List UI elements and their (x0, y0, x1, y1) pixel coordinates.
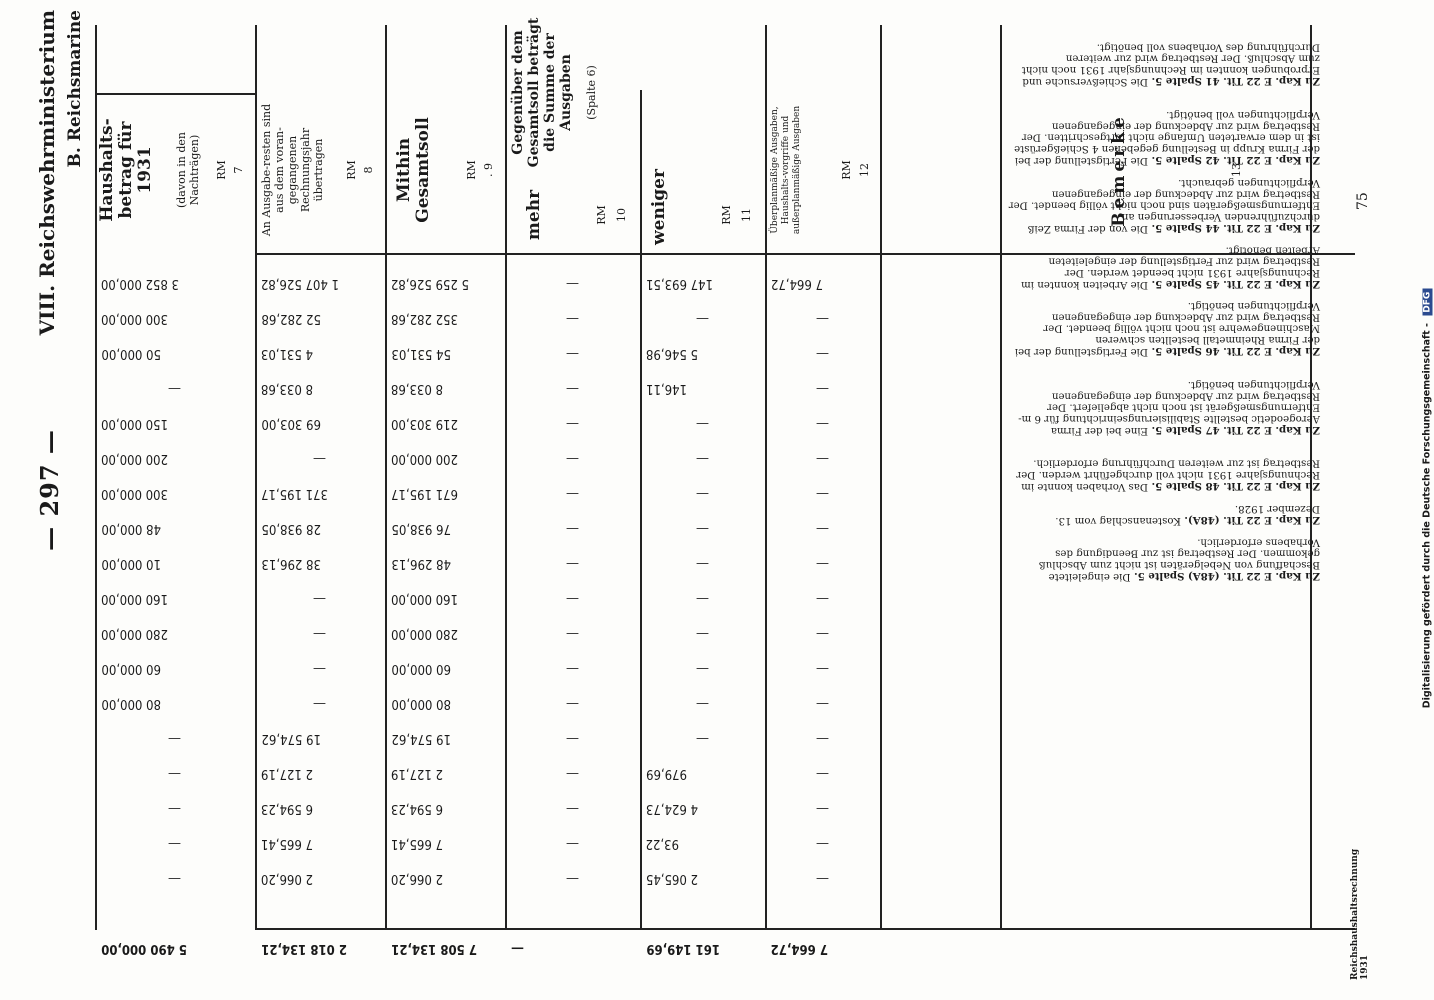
row-9-c9: 48 296,13 (391, 556, 451, 571)
col-sep-12-13 (880, 25, 882, 930)
row-1-c11: 147 693,51 (646, 276, 713, 291)
row-10-c8: — (313, 591, 327, 606)
remark-8 (1005, 499, 1320, 527)
col-sep-9-10 (505, 25, 507, 930)
row-2-c11: — (696, 311, 709, 326)
row-5-c9: 219 303,00 (391, 416, 458, 431)
remark-9 (1005, 533, 1320, 583)
row-17-c11: 93,22 (646, 836, 680, 851)
row-14-c8: 19 574,62 (261, 731, 321, 746)
col10-number: 10 (615, 208, 628, 222)
row-16-c8: 6 594,23 (261, 801, 314, 816)
row-8-c11: — (696, 521, 709, 536)
row-10-c7: 160 000,00 (101, 591, 168, 606)
row-14-c11: — (696, 731, 709, 746)
row-17-c9: 7 665,41 (391, 836, 444, 851)
row-4-c10: — (566, 381, 579, 396)
row-6-c10: — (566, 451, 579, 466)
row-11-c7: 280 000,00 (101, 626, 168, 641)
row-12-c7: 60 000,00 (101, 661, 161, 676)
row-8-c12: — (816, 521, 829, 536)
dfg-logo: DFG (1423, 289, 1433, 316)
row-16-c10: — (566, 801, 579, 816)
remark-heading: Zu Kap. E 22 Tit. 45 Spalte 5. (1148, 278, 1320, 290)
row-17-c10: — (566, 836, 579, 851)
row-15-c8: 2 127,19 (261, 766, 314, 781)
row-13-c8: — (313, 696, 327, 711)
row-8-c7: 48 000,00 (101, 521, 161, 536)
row-9-c10: — (566, 556, 579, 571)
row-5-c8: 69 303,00 (261, 416, 321, 431)
row-5-c12: — (816, 416, 829, 431)
remark-heading: Zu Kap. E 22 Tit. 42 Spalte 5. (1148, 154, 1320, 167)
remark-4 (1005, 240, 1320, 290)
row-1-c8: 1 407 526,82 (261, 276, 340, 291)
col12-number: 12 (858, 163, 871, 177)
row-18-c9: 2 066,20 (391, 871, 444, 886)
row-18-c10: — (566, 871, 579, 886)
row-10-c11: — (696, 591, 709, 606)
col7-unit: RM (215, 160, 228, 180)
remark-text: Die Fertigstellung der bei der Firma Krupp in Bestellung gegebenen 4 Schießgerüste ist in dem erwarteten Umfange nicht fortgeschritten. Der Restbetrag wird zur Abdeckung der eingegangenen Verpflichtungen voll benötigt. (1014, 109, 1320, 167)
col9-unit: RM (465, 160, 478, 180)
col-sep-10-11 (640, 90, 642, 930)
row-14-c10: — (566, 731, 579, 746)
remark-text: Die Arbeiten konnten im Rechnungsjahre 1931 nicht beendet werden. Der Restbetrag wird zur Fertigstellung der eingeleiteten Arbeiten benötigt. (1021, 244, 1320, 290)
remark-text: Eine bei der Firma Aerogeodetic bestellte Stabilisierungseinrichtung für 6 m-Entfernungsmeßgerät ist noch nicht abgeliefert. Der Restbetrag wird zur Abdeckung der eingegangenen Verpflichtungen benötigt. (1018, 379, 1320, 437)
row-11-c8: — (313, 626, 327, 641)
row-12-c11: — (696, 661, 709, 676)
row-9-c12: — (816, 556, 829, 571)
row-11-c9: 280 000,00 (391, 626, 458, 641)
col12-unit: RM (840, 160, 853, 180)
remark-heading: Zu Kap. E 22 Tit. (48A) Spalte 5. (1130, 570, 1320, 583)
row-3-c9: 54 531,03 (391, 346, 451, 361)
col7-subtitle: (davon in den Nachträgen) (175, 131, 201, 209)
col-sep-8-9 (385, 25, 387, 930)
row-15-c12: — (816, 766, 829, 781)
row-7-c9: 671 195,17 (391, 486, 458, 501)
remark-heading: Zu Kap. E 22 Tit. 41 Spalte 5. (1148, 75, 1320, 88)
remark-text: Die Fertigstellung der bei der Firma Rheinmetall bestellten schweren Maschinengewehre ist noch nicht völlig beendet. Der Restbetrag wird zur Abdeckung der eingegangenen Verpflichtungen benötigt. (1014, 300, 1320, 358)
row-16-c9: 6 594,23 (391, 801, 444, 816)
row-6-c9: 200 000,00 (391, 451, 458, 466)
row-14-c12: — (816, 731, 829, 746)
col9-title: Mithin Gesamtsoll (394, 117, 433, 223)
col1011-title: Gegenüber dem Gesamtsoll beträgt die Summe der Ausgaben (510, 17, 574, 168)
col7-title: Haushalts-betrag für 1931 (97, 118, 155, 222)
totals-c12: 7 664,72 (771, 941, 829, 956)
digitization-note: Digitalisierung gefördert durch die Deutsche Forschungsgemeinschaft - (1421, 323, 1433, 709)
row-2-c10: — (566, 311, 579, 326)
row-1-c7: 3 852 000,00 (101, 276, 180, 291)
row-13-c9: 80 000,00 (391, 696, 451, 711)
row-3-c8: 4 531,03 (261, 346, 314, 361)
row-8-c8: 28 938,05 (261, 521, 321, 536)
remark-heading: Zu Kap. E 22 Tit. 46 Spalte 5. (1148, 345, 1320, 358)
ministry-heading: VIII. Reichswehrministerium (35, 10, 59, 336)
remark-heading: Zu Kap. E 22 Tit. 48 Spalte 5. (1148, 480, 1320, 493)
row-17-c12: — (816, 836, 829, 851)
page-number: — 297 — (35, 429, 64, 551)
row-18-c8: 2 066,20 (261, 871, 314, 886)
row-12-c9: 60 000,00 (391, 661, 451, 676)
row-4-c8: 8 033,68 (261, 381, 314, 396)
remark-3 (1005, 173, 1320, 235)
row-18-c11: 2 065,45 (646, 871, 699, 886)
row-5-c10: — (566, 416, 579, 431)
remark-heading: Zu Kap. E 22 Tit. 47 Spalte 5. (1148, 424, 1320, 437)
row-3-c11: 5 546,98 (646, 346, 699, 361)
row-8-c10: — (566, 521, 579, 536)
totals-c9: 7 508 134,21 (391, 941, 477, 956)
remark-text: Das Vorhaben konnte im Rechnungsjahre 1931 nicht voll durchgeführt werden. Der Restbetrag ist zur weiteren Durchführung erforderlich. (1016, 458, 1320, 493)
remark-heading: Zu Kap. E 22 Tit. 44 Spalte 5. (1148, 222, 1320, 234)
row-10-c12: — (816, 591, 829, 606)
row-1-c10: — (566, 276, 579, 291)
row-1-c9: 5 259 526,82 (391, 276, 470, 291)
row-12-c10: — (566, 661, 579, 676)
row-15-c11: 979,69 (646, 766, 687, 781)
row-2-c7: 300 000,00 (101, 311, 168, 326)
col-sep-7-8 (255, 25, 257, 930)
row-13-c11: — (696, 696, 709, 711)
row-14-c7: — (168, 731, 182, 746)
remark-text: Die eingeleitete Beschaffung von Nebelgeräten ist nicht zum Abschluß gekommen. Der Restbetrag ist zur Beendigung des Vorhabens erforderlich. (1038, 536, 1320, 583)
row-14-c9: 19 574,62 (391, 731, 451, 746)
row-16-c7: — (168, 801, 182, 816)
row-18-c12: — (816, 871, 829, 886)
row-9-c7: 10 000,00 (101, 556, 161, 571)
row-13-c10: — (566, 696, 579, 711)
row-6-c7: 200 000,00 (101, 451, 168, 466)
totals-c8: 2 018 134,21 (261, 941, 347, 956)
col7-number: 7 (232, 166, 245, 174)
col10-unit: RM (595, 205, 608, 225)
col12-title: Überplanmäßige Ausgaben, Haushalts-vorgriffe und außerplanmäßige Ausgaben (770, 105, 802, 235)
row-3-c12: — (816, 346, 829, 361)
row-15-c9: 2 127,19 (391, 766, 444, 781)
row-4-c11: 146,11 (646, 381, 687, 396)
col-sep-11-12 (765, 25, 767, 930)
row-2-c9: 352 282,68 (391, 311, 458, 326)
row-7-c7: 300 000,00 (101, 486, 168, 501)
row-11-c12: — (816, 626, 829, 641)
row-5-c7: 150 000,00 (101, 416, 168, 431)
row-18-c7: — (168, 871, 182, 886)
row-16-c11: 4 624,73 (646, 801, 699, 816)
col11-title: weniger (649, 169, 669, 245)
row-6-c11: — (696, 451, 709, 466)
row-7-c11: — (696, 486, 709, 501)
row-13-c7: 80 000,00 (101, 696, 161, 711)
col13-number: 13 (1230, 163, 1243, 177)
section-heading: B. Reichsmarine (65, 10, 85, 168)
row-1-c12: 7 664,72 (771, 276, 824, 291)
col13-title: Bemerke (1109, 113, 1129, 227)
row-2-c12: — (816, 311, 829, 326)
row-10-c10: — (566, 591, 579, 606)
row-13-c12: — (816, 696, 829, 711)
row-11-c11: — (696, 626, 709, 641)
row-7-c12: — (816, 486, 829, 501)
row-7-c8: 371 195,17 (261, 486, 328, 501)
row-7-c10: — (566, 486, 579, 501)
remark-2 (1005, 94, 1320, 167)
footnote: Reichshaushaltsrechnung 1931 (1350, 848, 1370, 980)
col-sep-12-13b (1000, 25, 1002, 930)
row-11-c10: — (566, 626, 579, 641)
row-2-c8: 52 282,68 (261, 311, 321, 326)
remark-5 (1005, 296, 1320, 358)
totals-c11: 161 149,69 (646, 941, 720, 956)
col9-number: . 9 (482, 163, 495, 177)
row-9-c11: — (696, 556, 709, 571)
row-12-c8: — (313, 661, 327, 676)
row-3-c7: 50 000,00 (101, 346, 161, 361)
remark-7 (1005, 443, 1320, 493)
remark-text: Die von der Firma Zeiß durchzuführenden Verbesserungen an Entfernungsmeßgeräten sind noch nicht völlig beendet. Der Restbetrag wird zur Abdeckung der eingegangenen Verpflichtungen gebraucht. (1008, 177, 1320, 234)
col8-title: An Ausgabe-resten sind aus dem voran-gegangenen Rechnungsjahr übertragen (260, 103, 325, 237)
remark-6 (1005, 364, 1320, 437)
row-17-c7: — (168, 836, 182, 851)
remark-heading: Zu Kap. E 22 Tit. (48A). (1180, 514, 1320, 527)
totals-c7: 5 490 000,00 (101, 941, 187, 956)
row-4-c9: 8 033,68 (391, 381, 444, 396)
row-17-c8: 7 665,41 (261, 836, 314, 851)
row-5-c11: — (696, 416, 709, 431)
digitization-strip (1422, 8, 1434, 988)
row-15-c7: — (168, 766, 182, 781)
row-8-c9: 76 938,05 (391, 521, 451, 536)
remark-text: Die Schießversuche und Erprobungen konnten im Rechnungsjahr 1931 noch nicht zum Abschluß. Der Restbetrag wird zur weiteren Durchführung des Vorhabens voll benötigt. (1021, 41, 1320, 88)
row-12-c12: — (816, 661, 829, 676)
row-16-c12: — (816, 801, 829, 816)
row-15-c10: — (566, 766, 579, 781)
row-4-c7: — (168, 381, 182, 396)
row-3-c10: — (566, 346, 579, 361)
col8-number: 8 (362, 166, 375, 174)
row-9-c8: 38 296,13 (261, 556, 321, 571)
row-10-c9: 160 000,00 (391, 591, 458, 606)
col11-unit: RM (720, 205, 733, 225)
row-6-c12: — (816, 451, 829, 466)
remark-1 (1005, 26, 1320, 88)
row-6-c8: — (313, 451, 327, 466)
col10-title: mehr (524, 189, 544, 241)
remark-text: Kostenanschlag vom 13. Dezember 1928. (1055, 503, 1320, 527)
col1011-subtitle: (Spalte 6) (585, 65, 598, 120)
row-4-c12: — (816, 381, 829, 396)
totals-c10: — (511, 941, 524, 956)
col8-unit: RM (345, 160, 358, 180)
col11-number: 11 (740, 208, 753, 222)
footer-page-number: 75 (1355, 192, 1371, 210)
